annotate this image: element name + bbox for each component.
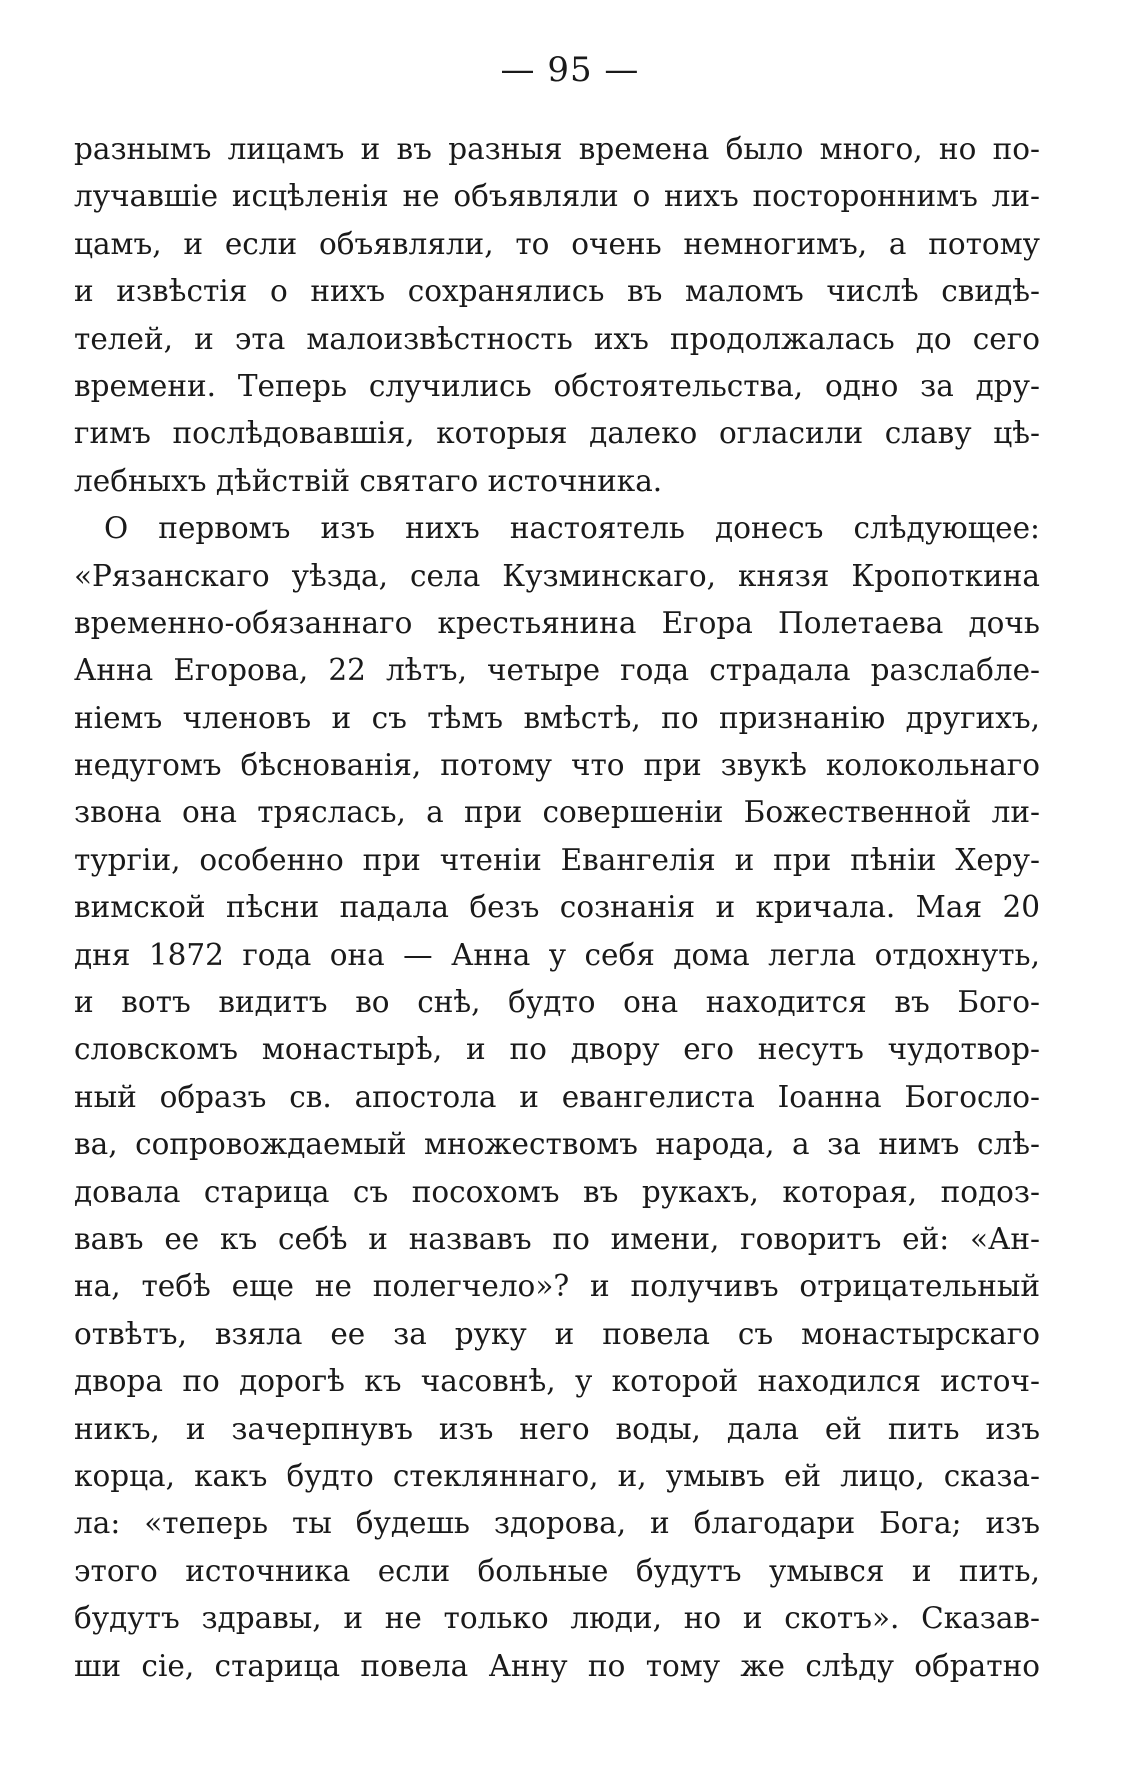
text-line: довала старица съ посохомъ въ рукахъ, которая, подоз- xyxy=(74,1174,1040,1209)
text-line: цамъ, и если объявляли, то очень немногимъ, а потому xyxy=(74,226,1040,261)
text-line: «Рязанскаго уѣзда, села Кузминскаго, князя Кропоткина xyxy=(74,558,1040,593)
text-line: недугомъ бѣснованія, потому что при звукѣ колокольнаго xyxy=(74,748,1040,783)
text-line: лебныхъ дѣйствій святаго источника. xyxy=(74,463,663,498)
text-line: ши сіе, старица повела Анну по тому же слѣду обратно xyxy=(74,1648,1040,1683)
text-line: вимской пѣсни падала безъ сознанія и кричала. Мая 20 xyxy=(74,890,1040,925)
body-text xyxy=(74,126,1040,1690)
text-line: этого источника если больные будутъ умывся и пить, xyxy=(74,1553,1040,1588)
text-line: лучавшіе исцѣленія не объявляли о нихъ постороннимъ ли- xyxy=(74,179,1040,214)
text-line: телей, и эта малоизвѣстность ихъ продолжалась до сего xyxy=(74,321,1040,356)
text-line: двора по дорогѣ къ часовнѣ, у которой находился источ- xyxy=(74,1364,1040,1399)
text-line: Анна Егорова, 22 лѣтъ, четыре года страдала разслабле- xyxy=(74,653,1040,688)
text-line: ный образъ св. апостола и евангелиста Іоанна Богосло- xyxy=(74,1079,1040,1114)
text-line: никъ, и зачерпнувъ изъ него воды, дала ей пить изъ xyxy=(74,1411,1040,1446)
text-line: временно-обязаннаго крестьянина Егора Полетаева дочь xyxy=(74,605,1040,640)
text-line: ніемъ членовъ и съ тѣмъ вмѣстѣ, по признанію другихъ, xyxy=(74,700,1040,735)
text-line: будутъ здравы, и не только люди, но и скотъ». Сказав- xyxy=(74,1601,1040,1636)
page-number: — 95 — xyxy=(500,50,640,90)
text-line: корца, какъ будто стекляннаго, и, умывъ ей лицо, сказа- xyxy=(74,1458,1040,1493)
text-line: вавъ ее къ себѣ и назвавъ по имени, говоритъ ей: «Ан- xyxy=(74,1221,1040,1256)
text-line: отвѣтъ, взяла ее за руку и повела съ монастырскаго xyxy=(74,1316,1040,1351)
text-line: на, тебѣ еще не полегчело»? и получивъ отрицательный xyxy=(74,1269,1040,1304)
text-line: времени. Теперь случились обстоятельства, одно за дру- xyxy=(74,368,1040,403)
text-line: гимъ послѣдовавшія, которыя далеко огласили славу цѣ- xyxy=(74,416,1040,451)
text-line: словскомъ монастырѣ, и по двору его несутъ чудотвор- xyxy=(74,1032,1040,1067)
text-line: ла: «теперь ты будешь здорова, и благодари Бога; изъ xyxy=(74,1506,1040,1541)
text-line: О первомъ изъ нихъ настоятель донесъ слѣдующее: xyxy=(104,511,1040,546)
text-line: и вотъ видитъ во снѣ, будто она находится въ Бого- xyxy=(74,985,1040,1020)
text-line: разнымъ лицамъ и въ разныя времена было много, но по- xyxy=(74,132,1040,166)
text-line: дня 1872 года она — Анна у себя дома легла отдохнуть, xyxy=(74,937,1040,972)
text-line: и извѣстія о нихъ сохранялись въ маломъ числѣ свидѣ- xyxy=(74,274,1040,309)
text-line: тургіи, особенно при чтеніи Евангелія и при пѣніи Херу- xyxy=(74,842,1040,877)
text-line: ва, сопровождаемый множествомъ народа, а за нимъ слѣ- xyxy=(74,1127,1040,1162)
text-line: звона она тряслась, а при совершеніи Божественной ли- xyxy=(74,795,1040,830)
